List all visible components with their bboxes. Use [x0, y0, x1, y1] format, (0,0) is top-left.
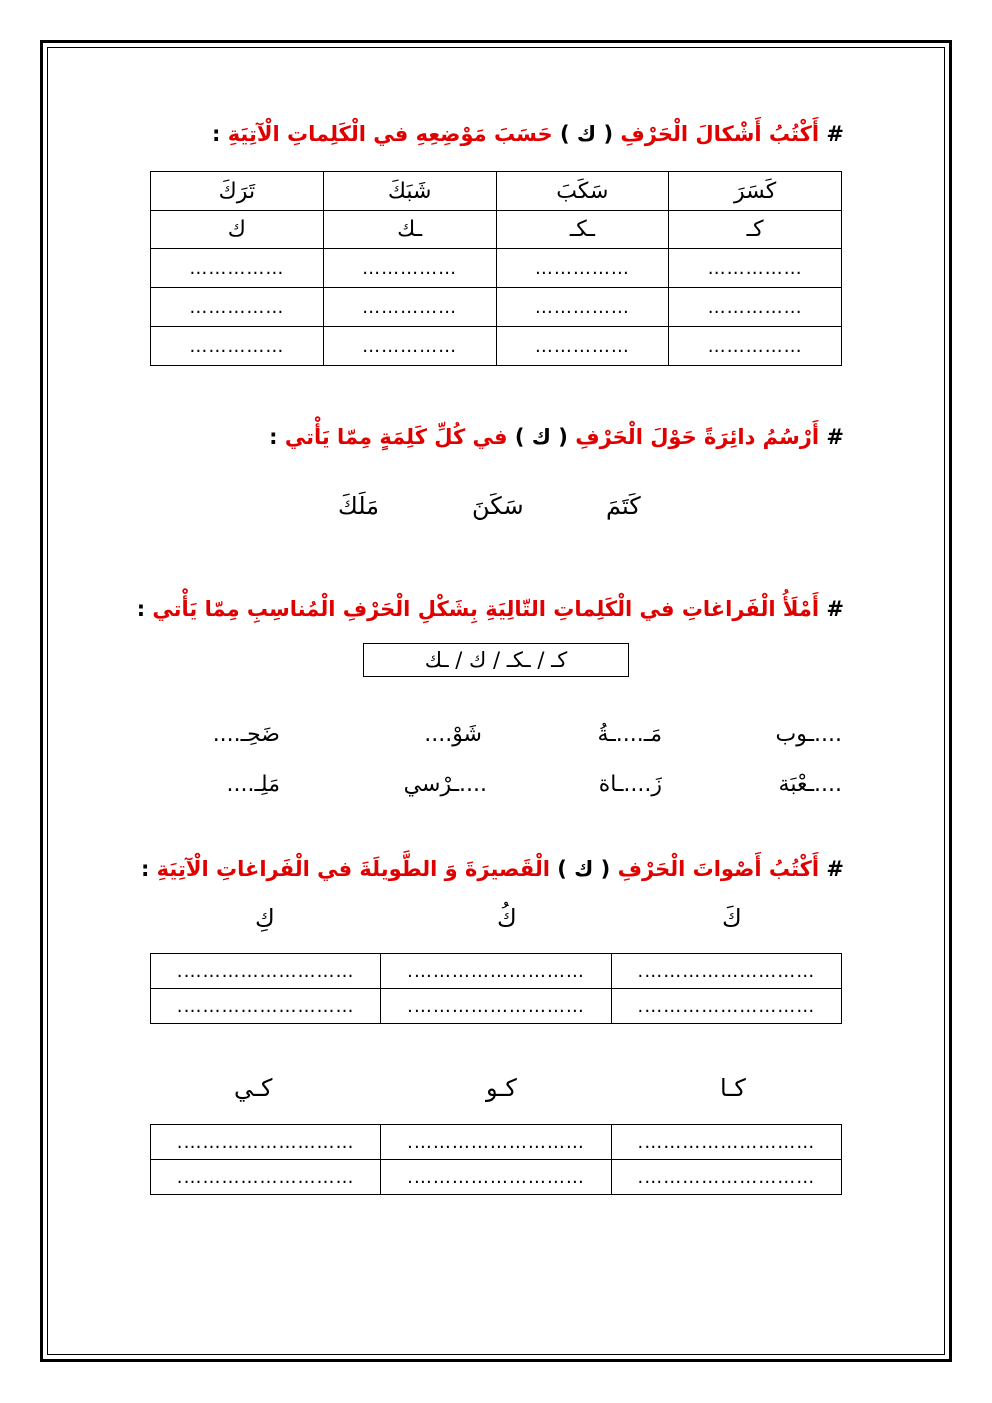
- section4-hash: #: [826, 857, 844, 881]
- form-cell: ـك: [323, 211, 496, 249]
- blank-cell[interactable]: ……………………….: [151, 989, 381, 1024]
- forms-row: [151, 211, 842, 249]
- fill-word[interactable]: زَ....ـاة: [598, 772, 662, 797]
- word-cell: شَبَكَ: [323, 172, 496, 211]
- blank-cell[interactable]: ……………………….: [381, 954, 611, 989]
- section1-heading: [212, 122, 844, 146]
- blank-row: [151, 989, 842, 1024]
- blank-cell[interactable]: ……………: [669, 327, 842, 366]
- fill-word[interactable]: مَـ....ـةُ: [597, 722, 662, 747]
- blank-cell[interactable]: ……………: [151, 249, 324, 288]
- long-vowels-table: [150, 1124, 842, 1195]
- blank-cell[interactable]: ……………………….: [381, 1160, 611, 1195]
- blank-cell[interactable]: ……………: [151, 288, 324, 327]
- section3-heading: [137, 597, 844, 621]
- blank-cell[interactable]: ……………: [323, 327, 496, 366]
- blank-cell[interactable]: ……………………….: [611, 954, 841, 989]
- circle-word[interactable]: كَتَمَ: [606, 492, 641, 520]
- section1-hash: #: [826, 122, 844, 146]
- blank-cell[interactable]: ……………: [151, 327, 324, 366]
- blank-cell[interactable]: ……………: [496, 327, 669, 366]
- form-cell: ك: [151, 211, 324, 249]
- blank-cell[interactable]: ……………………….: [611, 989, 841, 1024]
- circle-word[interactable]: مَلَكَ: [338, 492, 380, 520]
- blank-row: [151, 1160, 842, 1195]
- word-cell: كَسَرَ: [669, 172, 842, 211]
- fill-word[interactable]: ....ـعْبَة: [778, 772, 842, 797]
- blank-row: [151, 249, 842, 288]
- blank-cell[interactable]: ……………: [323, 288, 496, 327]
- section2-title-part1: أَرْسُمُ دائِرَةً حَوْلَ الْحَرْفِ: [575, 425, 820, 449]
- long-vowel-label: كـي: [234, 1074, 273, 1102]
- blank-cell[interactable]: ……………: [669, 288, 842, 327]
- blank-cell[interactable]: ……………………….: [611, 1125, 841, 1160]
- blank-cell[interactable]: ……………………….: [381, 1125, 611, 1160]
- section1-title-part2: حَسَبَ مَوْضِعِهِ في الْكَلِماتِ الْآتِيَةِ: [227, 122, 553, 146]
- fill-word[interactable]: مَلِـ....: [226, 772, 280, 797]
- section2-hash: #: [826, 425, 844, 449]
- circle-word[interactable]: سَكَنَ: [472, 492, 524, 520]
- fill-word[interactable]: ضَحِـ....: [212, 722, 280, 747]
- blank-row: [151, 1125, 842, 1160]
- form-cell: ـكـ: [496, 211, 669, 249]
- section3-hash: #: [826, 597, 844, 621]
- section4-title-part2: الْقَصيرَةَ وَ الطَّويلَةَ في الْفَراغاتِ الْآتِيَةِ: [156, 857, 550, 881]
- blank-cell[interactable]: ……………………….: [151, 954, 381, 989]
- section4-title-letter: ( ك ): [557, 857, 611, 881]
- fill-word[interactable]: ....ـرْسي: [403, 772, 487, 797]
- section3-title-colon: :: [136, 597, 146, 621]
- section1-title-colon: :: [211, 122, 221, 146]
- long-vowel-label: كـا: [720, 1074, 746, 1102]
- section2-title-part2: في كُلِّ كَلِمَةٍ مِمّا يَأْتي: [284, 425, 508, 449]
- section2-title-letter: ( ك ): [514, 425, 568, 449]
- section2-heading: [269, 425, 844, 449]
- section4-title-part1: أَكْتُبُ أَصْواتَ الْحَرْفِ: [617, 857, 820, 881]
- blank-row: [151, 327, 842, 366]
- blank-cell[interactable]: ……………………….: [151, 1125, 381, 1160]
- blank-cell[interactable]: ……………: [323, 249, 496, 288]
- section1-title-letter: ( ك ): [560, 122, 614, 146]
- word-cell: سَكَبَ: [496, 172, 669, 211]
- short-vowel-label: كَ: [722, 904, 742, 932]
- blank-cell[interactable]: ……………………….: [611, 1160, 841, 1195]
- form-cell: كـ: [669, 211, 842, 249]
- fill-word[interactable]: ....ـوب: [775, 722, 842, 747]
- section4-heading: [141, 857, 844, 881]
- short-vowel-label: كُ: [497, 904, 517, 932]
- section2-title-colon: :: [269, 425, 278, 449]
- blank-cell[interactable]: ……………: [496, 288, 669, 327]
- blank-cell[interactable]: ……………: [669, 249, 842, 288]
- blank-cell[interactable]: ……………………….: [151, 1160, 381, 1195]
- long-vowel-label: كـو: [486, 1074, 517, 1102]
- letter-forms-table: [150, 171, 842, 366]
- blank-cell[interactable]: ……………………….: [381, 989, 611, 1024]
- word-cell: تَرَكَ: [151, 172, 324, 211]
- words-row: [151, 172, 842, 211]
- short-vowel-label: كِ: [255, 904, 275, 932]
- blank-row: [151, 954, 842, 989]
- blank-row: [151, 288, 842, 327]
- short-vowels-table: [150, 953, 842, 1024]
- fill-word[interactable]: شَوْ....: [424, 722, 482, 747]
- section4-title-colon: :: [140, 857, 150, 881]
- section1-title-part1: أَكْتُبُ أَشْكالَ الْحَرْفِ: [620, 122, 820, 146]
- letter-choices-box: كـ / ـكـ / ك / ـك: [363, 643, 629, 677]
- section3-title: أَمْلَأُ الْفَراغاتِ في الْكَلِماتِ التّالِيَةِ بِشَكْلِ الْحَرْفِ الْمُناسِبِ مِمّا يَأْتي: [152, 597, 820, 621]
- blank-cell[interactable]: ……………: [496, 249, 669, 288]
